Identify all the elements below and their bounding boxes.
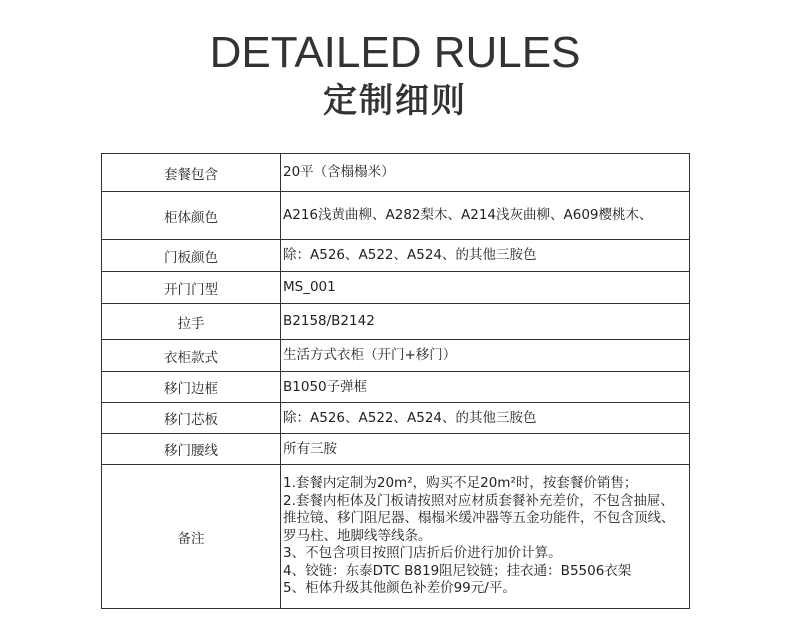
- row-label: 柜体颜色: [102, 192, 281, 240]
- notes-row: [102, 465, 690, 609]
- row-label: 移门边框: [102, 372, 281, 403]
- row-label: 门板颜色: [102, 240, 281, 272]
- page-title-chinese: 定制细则: [323, 81, 467, 121]
- table-row: [102, 192, 690, 240]
- row-value: 生活方式衣柜（开门+移门）: [281, 340, 690, 372]
- row-label: 移门腰线: [102, 434, 281, 465]
- row-value: 所有三胺: [281, 434, 690, 465]
- row-value: 20平（含榻榻米）: [281, 154, 690, 192]
- row-value: 除：A526、A522、A524、的其他三胺色: [281, 240, 690, 272]
- notes-line: 5、柜体升级其他颜色补差价99元/平。: [283, 580, 516, 597]
- row-label: 套餐包含: [102, 154, 281, 192]
- row-value: MS_001: [281, 272, 690, 304]
- row-value: B2158/B2142: [281, 304, 690, 340]
- row-value: 除：A526、A522、A524、的其他三胺色: [281, 403, 690, 434]
- page-title-english: DETAILED RULES: [209, 28, 581, 77]
- table-row: [102, 154, 690, 192]
- row-value: A216浅黄曲柳、A282梨木、A214浅灰曲柳、A609樱桃木、: [281, 192, 690, 240]
- row-value: B1050子弹框: [281, 372, 690, 403]
- row-label: 衣柜款式: [102, 340, 281, 372]
- table-row: [102, 372, 690, 403]
- notes-line: 2.套餐内柜体及门板请按照对应材质套餐补充差价，不包含抽屉、推拉镜、移门阻尼器、榻榻米缓冲器等五金功能件，不包含顶线、罗马柱、地脚线等线条。: [283, 492, 675, 544]
- notes-line: 4、铰链：东泰DTC B819阻尼铰链；挂衣通：B5506衣架: [283, 562, 632, 579]
- rules-table: [101, 153, 690, 609]
- table-row: [102, 434, 690, 465]
- row-label: 移门芯板: [102, 403, 281, 434]
- notes-line: 1.套餐内定制为20m²，购买不足20m²时，按套餐价销售；: [283, 475, 638, 492]
- table-row: [102, 340, 690, 372]
- row-label: 拉手: [102, 304, 281, 340]
- table-row: [102, 304, 690, 340]
- notes-value: [281, 465, 690, 609]
- table-row: [102, 240, 690, 272]
- notes-line: 3、不包含项目按照门店折后价进行加价计算。: [283, 545, 562, 562]
- table-row: [102, 403, 690, 434]
- row-label: 开门门型: [102, 272, 281, 304]
- table-row: [102, 272, 690, 304]
- notes-label: 备注: [102, 465, 281, 609]
